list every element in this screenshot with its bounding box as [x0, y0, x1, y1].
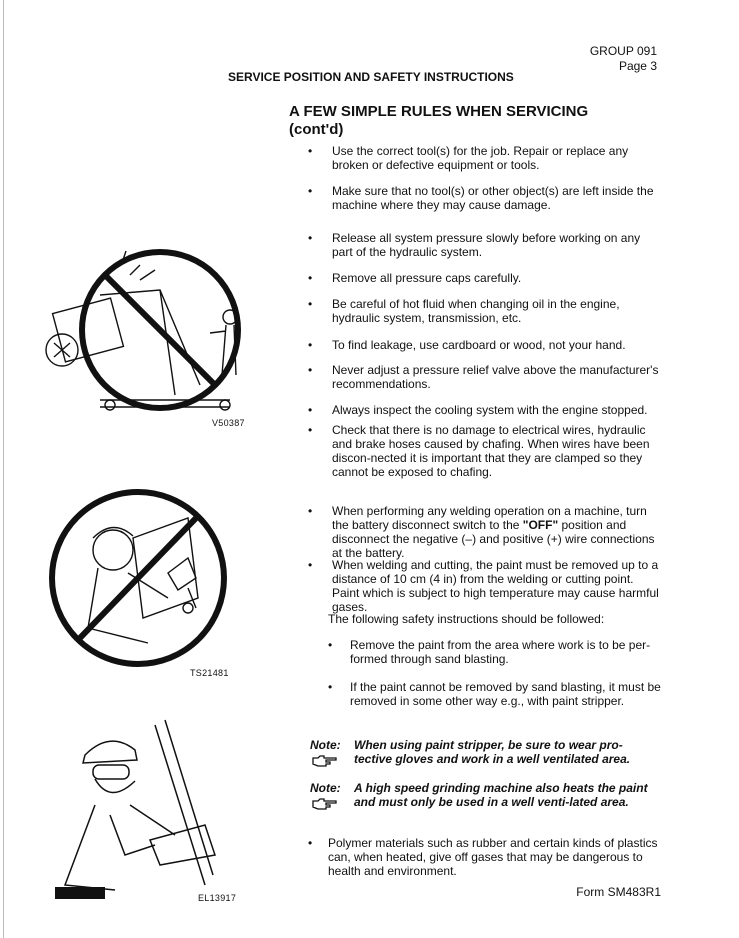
title-line-2: (cont'd)	[289, 121, 344, 138]
title-line-1: A FEW SIMPLE RULES WHEN SERVICING	[289, 103, 589, 120]
group-number: GROUP 091	[589, 44, 657, 58]
figure-caption: V50387	[212, 418, 245, 428]
crane-illustration	[46, 251, 237, 410]
figure-hydraulic-prohibition	[40, 235, 250, 420]
figure-caption: TS21481	[190, 668, 229, 678]
ground-block	[55, 887, 105, 899]
figure-welding-prohibition	[38, 478, 238, 678]
page-number: Page 3	[618, 59, 657, 73]
form-number: Form SM483R1	[576, 885, 661, 899]
page-title	[289, 103, 588, 139]
figure-grinding-worker	[55, 715, 230, 900]
note-2: Note: A high speed grinding machine also heats the paint and must only be used in a well venti-lated area.	[310, 781, 648, 809]
pointing-hand-icon	[312, 797, 338, 811]
note-1: Note: When using paint stripper, be sure to wear pro-tective gloves and work in a well ventilated area.	[310, 738, 631, 766]
pointing-hand-icon	[312, 754, 338, 768]
page-header	[590, 44, 657, 74]
section-title: SERVICE POSITION AND SAFETY INSTRUCTIONS	[228, 70, 514, 84]
page-edge	[3, 0, 4, 938]
figure-caption: EL13917	[198, 893, 237, 903]
